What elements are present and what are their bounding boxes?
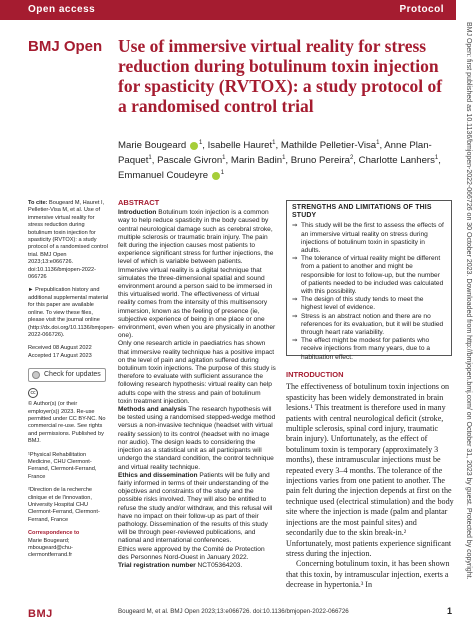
author-name: Marie Bougeard [118, 140, 187, 152]
bmj-footer-logo: BMJ [28, 608, 53, 620]
vertical-copyright-text[interactable]: BMJ Open: first published as 10.1136/bmjopen-2022-066726 on 30 October 2023. Downloaded from http://bmjopen.bmj.com/ on October 31, 2023 by guest. Protected by copyright. [465, 22, 472, 580]
author-affiliation-marker: 1 [272, 140, 276, 146]
abstract-intro-label: Introduction [118, 209, 157, 217]
footer-citation: Bougeard M, et al. BMJ Open 2023;13:e066726. doi:10.1136/bmjopen-2022-066726 [118, 608, 349, 615]
abstract-methods-text: The research hypothesis will be tested using a randomised stepped-wedge method versus a non-invasive technique (headset with virtual reality session) to its control (headset with no image nor audio). The design leads to considering the injection as a statistical unit as all participants will undergo the standard condition, the control technique and virtual reality technique. [118, 406, 276, 471]
author-name: Marin Badin [230, 155, 283, 167]
author-name: Isabelle Hauret [207, 140, 273, 152]
introduction-paragraph-2: Concerning botulinum toxin, it has been shown that this toxin, by intramuscular injection, exerts a decrease in hypertonia.³ In [286, 559, 450, 590]
strength-item-text: The tolerance of virtual reality might be different from a patient to another and might be responsible for lost to follow-up, but the number of patients needed to be included was calculated with this possibility. [301, 255, 444, 296]
cite-text: Bougeard M, Hauret I, Pelletier-Visa M, et al. Use of immersive virtual reality for stress reduction during botulinum toxin injection for spasticity (RVTOX): a study protocol of a randomised control trial. BMJ Open 2023;13:e066726. doi:10.1136/bmjopen-2022-066726 [28, 200, 108, 281]
article-title: Use of immersive virtual reality for stress reduction during botulinum toxin injection for spasticity (RVTOX): a study protocol of a randomised control trial [118, 36, 443, 116]
check-updates-label: Check for updates [44, 371, 101, 379]
author-affiliation-marker: 2 [349, 155, 354, 162]
strengths-heading: STRENGTHS AND LIMITATIONS OF THIS STUDY [292, 204, 432, 220]
abstract-ethics-text-2: Ethics were approved by the Comité de Protection des Personnes Nord-Ouest in January 2022. [118, 545, 265, 561]
trial-registration-label: Trial registration number [118, 561, 196, 569]
header-bar [0, 0, 456, 20]
accepted-date: Accepted 17 August 2023 [28, 352, 92, 359]
arrow-right-icon: ⇒ [292, 296, 298, 304]
author-affiliation-marker: 1 [376, 140, 380, 146]
author-name: Mathilde Pelletier-Visa [280, 140, 377, 152]
correspondence-name: Marie Bougeard; [28, 537, 70, 544]
author-affiliation-marker: 1 [220, 170, 225, 177]
introduction-section [286, 370, 454, 591]
abstract-intro-text: Botulinum toxin injection is a common way to help reduce spasticity in the body caused by central neurological damage such as cerebral stroke, multiple sclerosis or traumatic brain injury. The pain felt during the injection causes most patients to experience significant stress for further injections, the level of which is variable between patients. [118, 209, 274, 266]
strength-item-text: Stress is an abstract notion and there are no references for its evaluation, but it will be studied through heart rate variability. [301, 312, 444, 337]
affiliation-1: ¹Physical Rehabilitation Medicine, CHU Clermont-Ferrand, Clermont-Ferrand, France [28, 451, 97, 480]
abstract-heading: ABSTRACT [118, 198, 160, 207]
strengths-limitations-box [286, 200, 452, 361]
arrow-right-icon: ⇒ [292, 222, 298, 230]
abstract-intro-text-3: Only one research article in paediatrics has shown that immersive reality technique has a positive impact on the level of pain and agitation suffered during botulinum toxin injections. The purpose of this study is therefore to evaluate with sufficient assurance the following research hypothesis: virtual reality can help adults cope with the stress and pain of botulinum toxin treatment injection. [118, 340, 276, 405]
author-name: Emmanuel Coudeyre [118, 170, 209, 182]
orcid-icon[interactable] [190, 142, 198, 150]
journal-logo: BMJ Open [28, 38, 103, 55]
author-list: Marie Bougeard $^1$, Isabelle Hauret$^1$, Mathilde Pelletier-Visa$^1$, Anne Plan-Paquet$^1$, Pascale Givron$^1$, Marin Badin$^1$, Bruno Pereira$^2$, Charlotte Lanhers$^1$, Emmanuel Coudeyre $^1$ [118, 140, 441, 182]
license-text: © Author(s) (or their employer(s)) 2023. Re-use permitted under CC BY-NC. No commercial re-use. See rights and permissions. Published by BMJ. [28, 401, 106, 445]
author-name: Charlotte Lanhers [358, 155, 435, 167]
strength-item [292, 296, 446, 312]
article-type-label: Protocol [399, 4, 444, 15]
strength-item-text: The effect might be modest for patients who receive injections from many years, due to a habituation effect. [301, 337, 431, 361]
abstract-ethics-label: Ethics and dissemination [118, 471, 198, 479]
author-affiliation-marker: 1 [282, 155, 286, 162]
page-number: 1 [446, 606, 452, 616]
introduction-heading: INTRODUCTION [286, 370, 344, 379]
vertical-copyright-note [462, 22, 474, 612]
strength-item [292, 222, 446, 255]
strength-item [292, 313, 446, 338]
prepub-note[interactable]: ► Prepublication history and additional supplemental material for this paper are available online. To view these files, please visit the journal online (http://dx.doi.org/10.1136/bmjopen-2022-066726). [28, 287, 115, 338]
trial-registration-number: NCT05364203. [195, 561, 243, 569]
introduction-paragraph-1: The effectiveness of botulinum toxin injections on spasticity has been widely demonstrated in brain lesions.¹ This treatment is therefore used in many patients with central neurological deficit (stroke, multiple sclerosis, spinal cord injury, traumatic brain injury). Unfortunately, as the effect of botulinum toxin is temporary (approximately 3 months), these intramuscular injections must be repeated every 3–4 months. The tolerance of the injections varies from one patient to another. The pain felt during the injection depends at first on the technique used (electrical stimulation) and the body site where the injection is made (palm and plantar injections are the most painful sites) and secondarily due to the skin break-in.² Unfortunately, most patients experience significant stress during the injection. [286, 382, 454, 558]
arrow-right-icon: ⇒ [292, 255, 298, 263]
arrow-right-icon: ⇒ [292, 312, 298, 320]
cc-license-icon: cc [28, 388, 38, 398]
abstract-ethics-text: Patients will be fully and fairly informed in terms of their understanding of the objectives and constraints of the study and the possible risks involved. They will also be entitled to refuse the study and/or withdraw, and this refusal will have no impact on their follow-up as part of their pathology. Dissemination of the results of this study will be through peer-reviewed publications, and national and international conferences. [118, 471, 273, 545]
author-affiliation-marker: 1 [148, 155, 152, 162]
author-name: Pascale Givron [157, 155, 223, 167]
abstract-section [118, 199, 276, 570]
author-affiliation-marker: 1 [434, 155, 439, 162]
author-name: Bruno Pereira [290, 155, 350, 167]
abstract-methods-label: Methods and analysis [118, 406, 187, 414]
correspondence-email[interactable]: mbougeard@chu-clermontferrand.fr [28, 545, 73, 559]
correspondence-title: Correspondence to [28, 530, 80, 537]
article-info-sidebar [28, 200, 115, 566]
strength-item-text: The design of this study tends to meet the highest level of evidence. [301, 296, 424, 312]
cite-label: To cite: [28, 200, 48, 206]
affiliation-2: ²Direction de la recherche clinique et de l'innovation, University Hospital CHU Clermont-Ferrand, Clermont-Ferrand, France [28, 487, 100, 523]
orcid-icon[interactable] [212, 172, 220, 180]
author-affiliation-marker: 1 [198, 140, 203, 146]
abstract-intro-text-2: Immersive virtual reality is a digital technique that simulates the three-dimensional spatial and sound environment around a person said to be immersed in this virtualised world. The effectiveness of virtual reality comes from the intensity of this multisensory immersion, known as the feeling of presence (ie, subjective experience of being in one place or one environment, even when you are physically in another one). [118, 266, 276, 340]
received-date: Received 08 August 2022 [28, 345, 92, 352]
open-access-label: Open access [28, 4, 96, 15]
author-affiliation-marker: 1 [222, 155, 226, 162]
check-updates-icon [32, 371, 40, 379]
strength-item [292, 255, 446, 296]
check-updates-button[interactable] [28, 368, 106, 382]
page-footer [0, 598, 474, 631]
strength-item-text: This study will be the first to assess the effects of an immersive virtual reality on stress during injections of botulinum toxin in spasticity in adults. [301, 222, 444, 255]
strength-item [292, 337, 446, 362]
author-name: Anne Plan-Paquet [118, 140, 432, 167]
arrow-right-icon: ⇒ [292, 337, 298, 345]
